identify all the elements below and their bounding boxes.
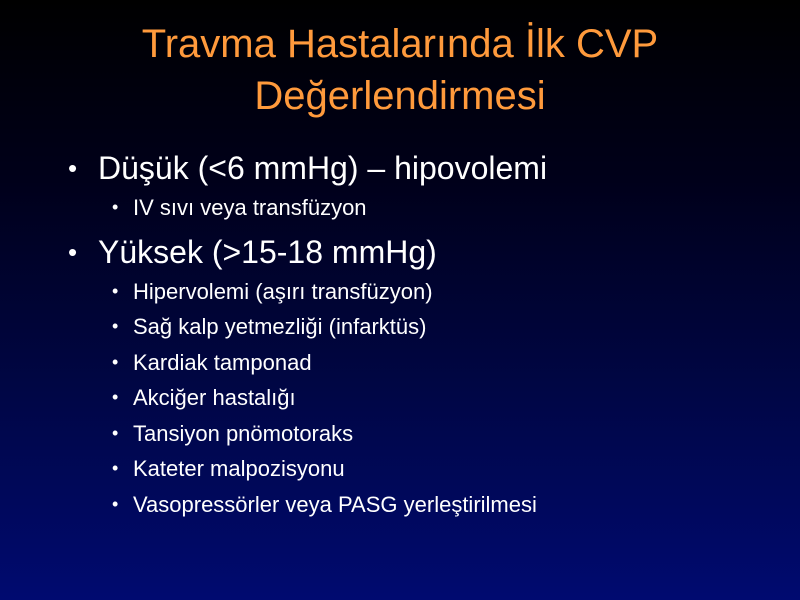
bullet-icon: •	[68, 236, 78, 267]
sub-bullet-icon: •	[112, 351, 119, 372]
bullet-heading: Düşük (<6 mmHg) – hipovolemi	[98, 150, 548, 186]
slide-title	[40, 18, 760, 122]
sub-bullet-icon: •	[112, 197, 119, 217]
sub-bullet-item	[62, 190, 782, 226]
sub-bullet-icon: •	[112, 458, 119, 478]
sub-bullet-item	[62, 380, 782, 416]
sub-bullet-icon: •	[112, 493, 119, 514]
bullet-list	[62, 146, 782, 526]
sub-bullet-item	[62, 451, 782, 487]
sub-list-container	[62, 190, 782, 226]
sub-bullet-item	[62, 309, 782, 345]
sub-bullet-item	[62, 274, 782, 310]
slide-title-line-1: Travma Hastalarında İlk CVP	[141, 22, 659, 66]
sub-bullet-text: Tansiyon pnömotoraks	[133, 420, 354, 446]
bullet-heading: Yüksek (>15-18 mmHg)	[98, 233, 437, 270]
sub-bullet-icon: •	[112, 387, 119, 407]
sub-bullet-list	[62, 190, 782, 226]
sub-bullet-icon: •	[112, 316, 119, 336]
sub-bullet-text: Sağ kalp yetmezliği (infarktüs)	[133, 314, 427, 339]
bullet-item-high-cvp	[62, 230, 782, 274]
sub-bullet-icon: •	[112, 280, 119, 301]
sub-bullet-icon: •	[112, 422, 119, 443]
sub-bullet-text: Hipervolemi (aşırı transfüzyon)	[133, 278, 433, 304]
bullet-item-low-cvp	[62, 146, 782, 190]
sub-bullet-text: Akciğer hastalığı	[133, 385, 296, 410]
sub-bullet-text: Kateter malpozisyonu	[133, 456, 345, 481]
sub-bullet-item	[62, 416, 782, 452]
sub-bullet-text: Kardiak tamponad	[133, 349, 312, 375]
slide-title-line-2: Değerlendirmesi	[254, 74, 546, 118]
sub-bullet-item	[62, 345, 782, 381]
sub-bullet-text: IV sıvı veya transfüzyon	[133, 195, 367, 220]
sub-bullet-item	[62, 487, 782, 523]
sub-bullet-text: Vasopressörler veya PASG yerleştirilmesi	[133, 491, 537, 517]
bullet-icon: •	[68, 153, 78, 183]
sub-bullet-list	[62, 274, 782, 523]
sub-list-container	[62, 274, 782, 523]
